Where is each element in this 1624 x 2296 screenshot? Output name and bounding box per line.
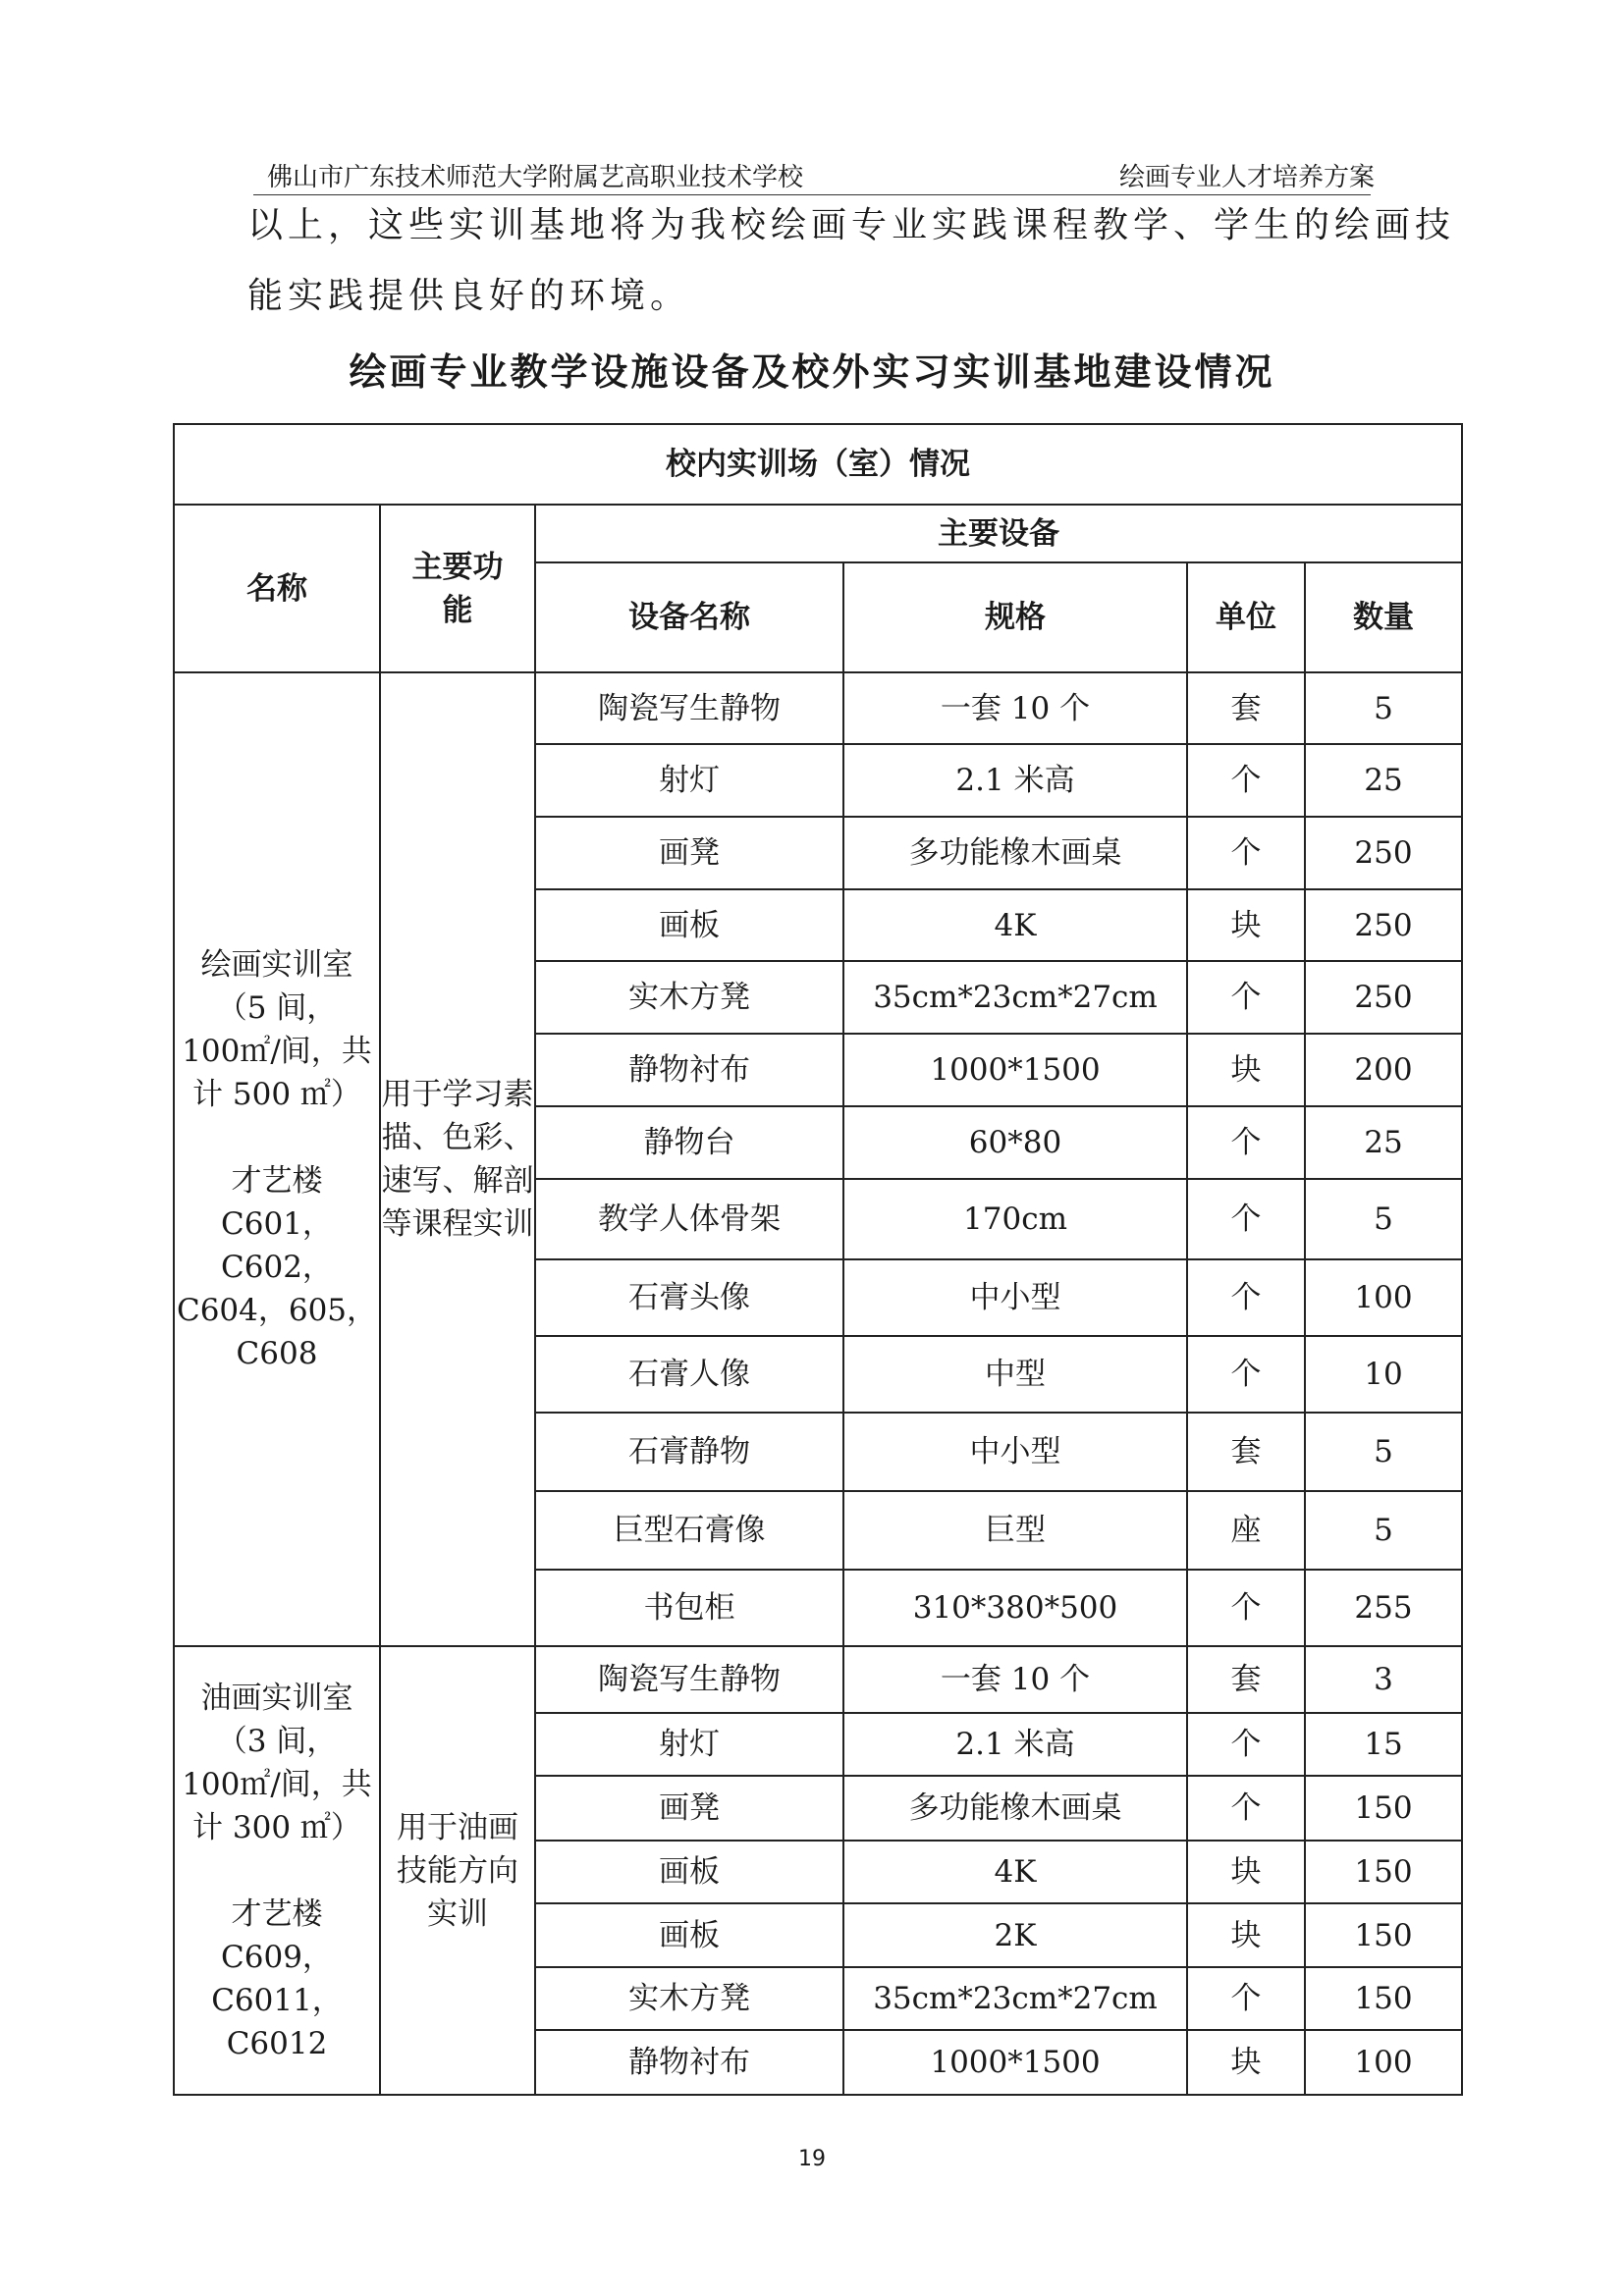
equipment-name-cell: 石膏头像	[535, 1259, 843, 1336]
equipment-unit-cell: 块	[1187, 1903, 1305, 1967]
equipment-qty-cell: 15	[1305, 1713, 1462, 1776]
table-caption: 校内实训场（室）情况	[174, 424, 1462, 505]
equipment-qty-cell: 5	[1305, 1413, 1462, 1491]
equipment-name-cell: 画板	[535, 889, 843, 961]
equipment-qty-cell: 100	[1305, 2030, 1462, 2095]
equipment-spec-cell: 2.1 米高	[843, 744, 1187, 817]
equipment-qty-cell: 3	[1305, 1646, 1462, 1713]
equipment-spec-cell: 一套 10 个	[843, 672, 1187, 744]
equipment-qty-cell: 150	[1305, 1967, 1462, 2030]
paragraph-line-2: 能实践提供良好的环境。	[247, 276, 691, 316]
room-name-line: C608	[236, 1336, 318, 1371]
table-row	[174, 1646, 1462, 1713]
equipment-spec-cell: 一套 10 个	[843, 1646, 1187, 1713]
room-name-cell	[174, 672, 380, 1646]
equipment-unit-cell: 个	[1187, 817, 1305, 889]
equipment-qty-cell: 255	[1305, 1570, 1462, 1646]
equipment-unit-cell: 个	[1187, 1776, 1305, 1841]
equipment-qty-cell: 10	[1305, 1336, 1462, 1413]
equipment-name-cell: 画板	[535, 1841, 843, 1903]
equipment-spec-cell: 多功能橡木画桌	[843, 817, 1187, 889]
equipment-qty-cell: 150	[1305, 1776, 1462, 1841]
equipment-name-cell: 射灯	[535, 744, 843, 817]
equipment-qty-cell: 250	[1305, 817, 1462, 889]
equipment-qty-cell: 250	[1305, 961, 1462, 1034]
room-name-line: （3 间，	[216, 1723, 338, 1759]
equipment-unit-cell: 个	[1187, 961, 1305, 1034]
room-name-line: C6012	[226, 2025, 328, 2061]
equipment-name-cell: 石膏静物	[535, 1413, 843, 1491]
equipment-name-cell: 陶瓷写生静物	[535, 1646, 843, 1713]
facility-table	[173, 423, 1463, 2096]
equipment-name-cell: 画凳	[535, 1776, 843, 1841]
header-name: 名称	[174, 505, 380, 672]
room-name-line: C604，605，	[176, 1293, 378, 1328]
room-name-line: C6011，	[211, 1982, 343, 2018]
equipment-unit-cell: 个	[1187, 1570, 1305, 1646]
equipment-name-cell: 石膏人像	[535, 1336, 843, 1413]
header-unit: 单位	[1187, 562, 1305, 672]
header-rule	[253, 194, 1371, 195]
equipment-qty-cell: 150	[1305, 1841, 1462, 1903]
section-title: 绘画专业教学设施设备及校外实习实训基地建设情况	[349, 350, 1275, 394]
room-name-line: 油画实训室	[200, 1680, 353, 1716]
equipment-unit-cell: 块	[1187, 1841, 1305, 1903]
equipment-spec-cell: 1000*1500	[843, 1034, 1187, 1106]
equipment-unit-cell: 套	[1187, 672, 1305, 744]
room-name-line: （5 间，	[216, 990, 338, 1026]
equipment-unit-cell: 个	[1187, 744, 1305, 817]
header-school-name: 佛山市广东技术师范大学附属艺高职业技术学校	[267, 163, 804, 192]
equipment-unit-cell: 个	[1187, 1106, 1305, 1179]
equipment-spec-cell: 巨型	[843, 1491, 1187, 1570]
equipment-name-cell: 画凳	[535, 817, 843, 889]
equipment-qty-cell: 25	[1305, 1106, 1462, 1179]
equipment-qty-cell: 5	[1305, 1491, 1462, 1570]
equipment-spec-cell: 中型	[843, 1336, 1187, 1413]
equipment-qty-cell: 25	[1305, 744, 1462, 817]
equipment-unit-cell: 个	[1187, 1259, 1305, 1336]
equipment-name-cell: 巨型石膏像	[535, 1491, 843, 1570]
facility-table-body	[174, 424, 1462, 2095]
equipment-qty-cell: 200	[1305, 1034, 1462, 1106]
equipment-spec-cell: 1000*1500	[843, 2030, 1187, 2095]
header-equipment-name: 设备名称	[535, 562, 843, 672]
room-name-line: 100㎡/间，共	[182, 1766, 372, 1802]
equipment-unit-cell: 个	[1187, 1336, 1305, 1413]
equipment-name-cell: 实木方凳	[535, 961, 843, 1034]
room-name-line: 才艺楼	[231, 1163, 323, 1199]
equipment-name-cell: 教学人体骨架	[535, 1179, 843, 1259]
equipment-spec-cell: 4K	[843, 1841, 1187, 1903]
equipment-name-cell: 陶瓷写生静物	[535, 672, 843, 744]
equipment-name-cell: 实木方凳	[535, 1967, 843, 2030]
equipment-unit-cell: 个	[1187, 1967, 1305, 2030]
equipment-unit-cell: 块	[1187, 889, 1305, 961]
header-spec: 规格	[843, 562, 1187, 672]
room-name-line: C601，C602，	[221, 1206, 333, 1285]
equipment-spec-cell: 4K	[843, 889, 1187, 961]
room-name-line: 计 300 ㎡）	[192, 1809, 361, 1845]
equipment-name-cell: 静物衬布	[535, 1034, 843, 1106]
equipment-spec-cell: 中小型	[843, 1259, 1187, 1336]
equipment-spec-cell: 35cm*23cm*27cm	[843, 1967, 1187, 2030]
equipment-qty-cell: 100	[1305, 1259, 1462, 1336]
equipment-name-cell: 射灯	[535, 1713, 843, 1776]
equipment-spec-cell: 2K	[843, 1903, 1187, 1967]
equipment-spec-cell: 170cm	[843, 1179, 1187, 1259]
equipment-unit-cell: 个	[1187, 1179, 1305, 1259]
header-document-title: 绘画专业人才培养方案	[1119, 163, 1376, 192]
equipment-spec-cell: 中小型	[843, 1413, 1187, 1491]
equipment-qty-cell: 5	[1305, 1179, 1462, 1259]
room-name-line: 绘画实训室	[200, 947, 353, 983]
header-function: 主要功能	[380, 505, 535, 672]
room-name-line: 计 500 ㎡）	[192, 1077, 361, 1112]
paragraph-line-1: 以上，这些实训基地将为我校绘画专业实践课程教学、学生的绘画技	[247, 205, 1456, 245]
room-name-line: 100㎡/间，共	[182, 1034, 372, 1069]
equipment-unit-cell: 套	[1187, 1413, 1305, 1491]
room-name-line	[175, 1116, 379, 1159]
equipment-qty-cell: 150	[1305, 1903, 1462, 1967]
equipment-qty-cell: 250	[1305, 889, 1462, 961]
page-number: 19	[798, 2147, 826, 2171]
room-function-cell: 用于学习素描、色彩、速写、解剖等课程实训	[380, 672, 535, 1646]
equipment-unit-cell: 套	[1187, 1646, 1305, 1713]
room-name-line	[175, 1849, 379, 1893]
equipment-spec-cell: 2.1 米高	[843, 1713, 1187, 1776]
equipment-name-cell: 画板	[535, 1903, 843, 1967]
equipment-unit-cell: 座	[1187, 1491, 1305, 1570]
equipment-unit-cell: 块	[1187, 1034, 1305, 1106]
equipment-spec-cell: 60*80	[843, 1106, 1187, 1179]
equipment-unit-cell: 个	[1187, 1713, 1305, 1776]
equipment-name-cell: 静物台	[535, 1106, 843, 1179]
equipment-spec-cell: 310*380*500	[843, 1570, 1187, 1646]
room-name-line: C609，	[221, 1939, 333, 1975]
equipment-spec-cell: 多功能橡木画桌	[843, 1776, 1187, 1841]
equipment-name-cell: 静物衬布	[535, 2030, 843, 2095]
equipment-qty-cell: 5	[1305, 672, 1462, 744]
room-name-line: 才艺楼	[231, 1896, 323, 1932]
header-equipment: 主要设备	[535, 505, 1462, 562]
equipment-unit-cell: 块	[1187, 2030, 1305, 2095]
table-header-row-1	[174, 505, 1462, 562]
equipment-spec-cell: 35cm*23cm*27cm	[843, 961, 1187, 1034]
table-caption-row	[174, 424, 1462, 505]
table-row	[174, 672, 1462, 744]
room-name-cell	[174, 1646, 380, 2095]
room-function-cell: 用于油画技能方向实训	[380, 1646, 535, 2095]
header-quantity: 数量	[1305, 562, 1462, 672]
equipment-name-cell: 书包柜	[535, 1570, 843, 1646]
